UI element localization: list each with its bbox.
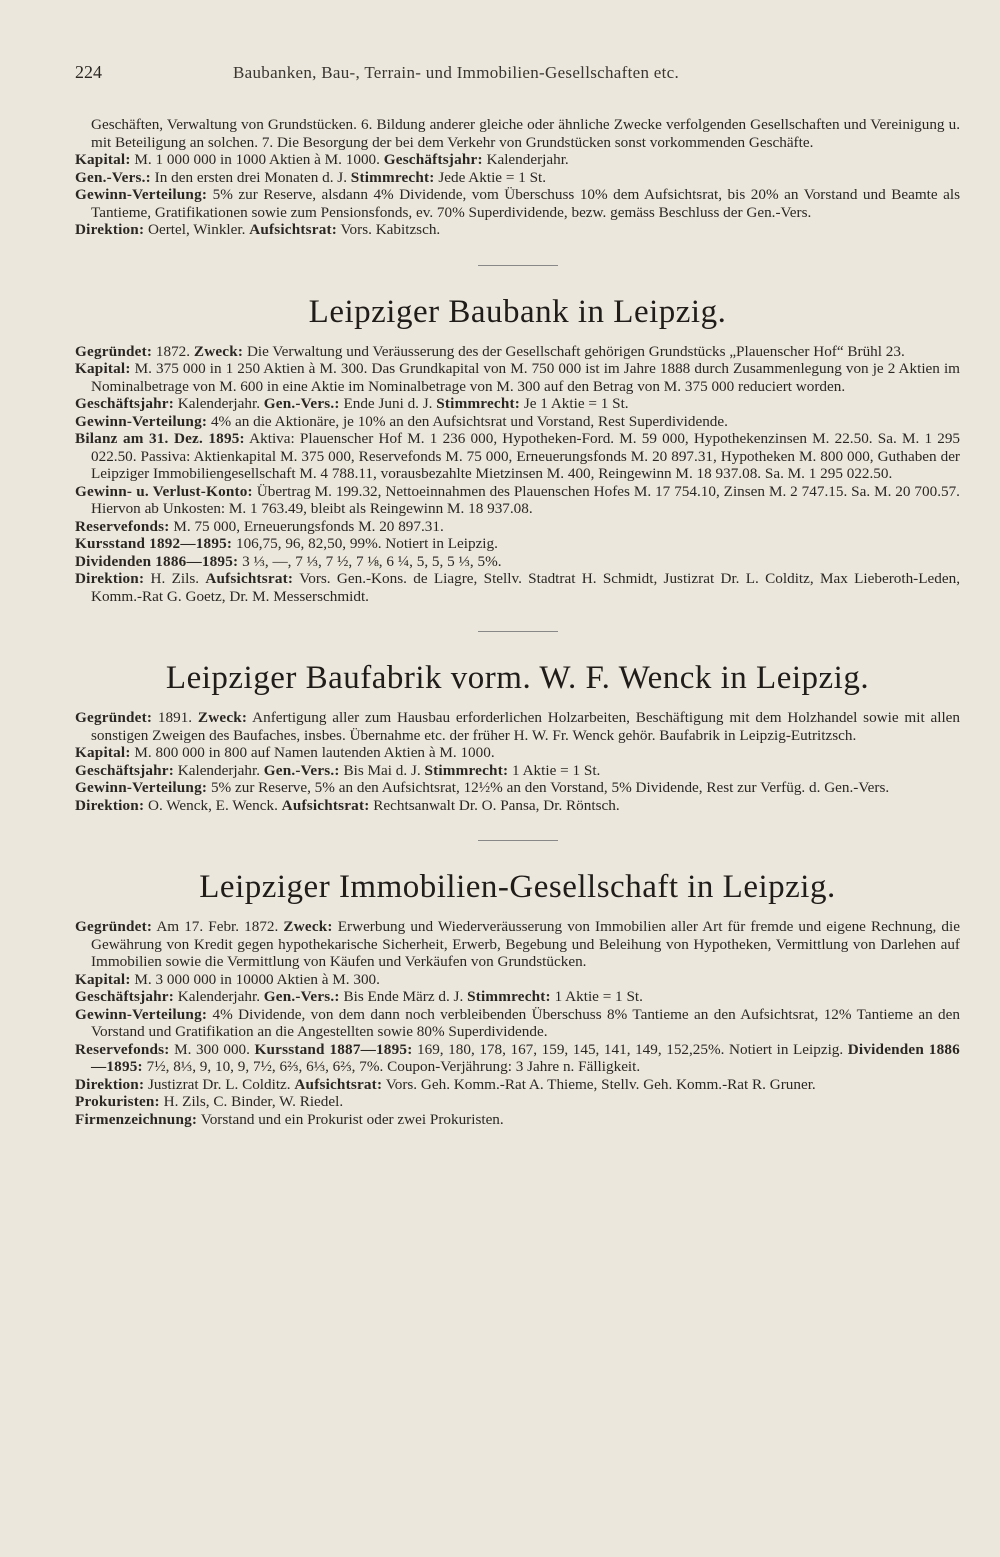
label: Geschäftsjahr: — [75, 395, 174, 412]
genvers-line — [75, 169, 960, 187]
value: 1891. — [152, 709, 198, 726]
gegruendet-line — [75, 709, 960, 744]
label: Geschäftsjahr: — [383, 151, 483, 168]
label: Kursstand 1892—1895: — [75, 535, 233, 552]
dividenden-line — [75, 553, 960, 571]
company-title: Leipziger Baubank in Leipzig. — [308, 293, 727, 330]
label: Dividenden 1886—1895: — [75, 552, 239, 570]
label: Gewinn- u. Verlust-Konto: — [75, 482, 253, 500]
geschaeftsjahr-line — [75, 762, 960, 780]
geschaeftsjahr-line — [75, 395, 960, 413]
reservefonds-line — [75, 1041, 960, 1076]
direktion-line — [75, 221, 960, 239]
gewinn-verteilung — [75, 779, 960, 797]
gewinn-verteilung — [75, 186, 960, 221]
value: 5% zur Reserve, 5% an den Aufsichtsrat, 12½% an den Vorstand, 5% Dividende, Rest zur Verfüg. d. Gen.-Vers. — [207, 779, 890, 796]
value: M. 1 000 000 in 1000 Aktien à M. 1000. — [130, 151, 384, 168]
label: Gen.-Vers.: — [263, 988, 340, 1005]
gewinn-verteilung — [75, 1006, 960, 1041]
value: Oertel, Winkler. — [144, 221, 250, 238]
label: Zweck: — [197, 709, 248, 726]
label: Zweck: — [193, 342, 244, 360]
label: Stimmrecht: — [350, 168, 435, 186]
value: Kalenderjahr. — [173, 395, 264, 412]
entry-leipziger-baubank — [75, 294, 960, 606]
value: M. 3 000 000 in 10000 Aktien à M. 300. — [130, 970, 380, 988]
label: Direktion: — [75, 1075, 145, 1093]
value: Ende Juni d. J. — [339, 395, 437, 412]
label: Stimmrecht: — [436, 395, 521, 412]
value: Vorstand und ein Prokurist oder zwei Prokuristen. — [197, 1110, 504, 1128]
label: Direktion: — [75, 221, 145, 238]
value: Vors. Gen.-Kons. de Liagre, Stellv. Stadtrat H. Schmidt, Justizrat Dr. L. Colditz, Max Lieberoth-Leden, Komm.-Rat G. Goetz, Dr. M. Messerschmidt. — [91, 570, 960, 605]
direktion-line — [75, 1076, 960, 1094]
label: Gegründet: — [75, 709, 153, 726]
label: Gegründet: — [75, 342, 153, 360]
company-title: Leipziger Baufabrik vorm. W. F. Wenck in Leipzig. — [165, 660, 870, 696]
label: Aufsichtsrat: — [281, 796, 370, 814]
value: Rechtsanwalt Dr. O. Pansa, Dr. Röntsch. — [369, 796, 620, 814]
label: Zweck: — [283, 918, 333, 935]
value: Kalenderjahr. — [482, 151, 569, 168]
label: Kapital: — [75, 744, 131, 761]
label: Kapital: — [75, 970, 131, 988]
value: Aktiva: Plauenscher Hof M. 1 236 000, Hypotheken-Ford. M. 59 000, Hypothekenzinsen M. 22.50. Sa. M. 1 295 022.50. Passiva: Aktienkapital M. 375 000, Reservefonds M. 75 000, Erneuerungsfonds M. 20 897.31, Hypotheken M. 800 000, Guthaben der Leipziger Immobiliengesellschaft M. 4 788.11, vorausbezahlte Mietzinsen M. 400, Reingewinn M. 18 937.08. Sa. M. 1 295 022.50. — [91, 430, 961, 482]
bilanz-line — [75, 430, 960, 483]
geschaeftsjahr-line — [75, 988, 960, 1006]
kapital-line — [75, 971, 960, 989]
kursstand-line — [75, 535, 960, 553]
label: Gegründet: — [75, 918, 153, 935]
value: Vors. Geh. Komm.-Rat A. Thieme, Stellv. Geh. Komm.-Rat R. Gruner. — [382, 1075, 816, 1093]
gewinn-verteilung — [75, 413, 960, 431]
label: Direktion: — [75, 796, 145, 814]
value: H. Zils. — [144, 570, 206, 587]
value: Je 1 Aktie = 1 St. — [520, 395, 629, 412]
previous-entry-continuation — [75, 116, 960, 239]
value: In den ersten drei Monaten d. J. — [150, 168, 351, 186]
running-head: Baubanken, Bau-, Terrain- und Immobilien-Gesellschaften etc. — [233, 63, 680, 82]
value: M. 300 000. — [169, 1040, 255, 1058]
entry-leipziger-immobilien-gesellschaft — [75, 869, 960, 1128]
value: Kalenderjahr. — [173, 988, 264, 1005]
label: Gewinn-Verteilung: — [75, 1005, 208, 1023]
value: 7½, 8⅓, 9, 10, 9, 7½, 6⅔, 6⅓, 6⅔, 7%. Coupon-Verjährung: 3 Jahre n. Fälligkeit. — [142, 1058, 641, 1075]
value: 4% Dividende, von dem dann noch verbleibenden Überschuss 8% Tantieme an den Aufsichtsrat, 12% Tantieme an den Vorstand und Gratifikation an die Angestellten sowie 80% Superdividende. — [91, 1005, 960, 1040]
value: 3 ⅓, —, 7 ⅓, 7 ½, 7 ⅛, 6 ¼, 5, 5, 5 ⅓, 5%. — [238, 552, 502, 570]
page-header — [75, 62, 960, 92]
section-divider — [478, 631, 558, 632]
label: Prokuristen: — [75, 1093, 160, 1110]
label: Firmenzeichnung: — [75, 1110, 198, 1128]
value: Vors. Kabitzsch. — [337, 221, 441, 238]
label: Stimmrecht: — [467, 988, 551, 1005]
label: Kapital: — [75, 151, 131, 168]
label: Kursstand 1887—1895: — [254, 1040, 413, 1058]
direktion-line — [75, 570, 960, 605]
label: Gewinn-Verteilung: — [75, 186, 208, 203]
label: Aufsichtsrat: — [249, 221, 338, 238]
value: Kalenderjahr. — [173, 761, 264, 779]
label: Gen.-Vers.: — [263, 761, 340, 779]
gegruendet-line — [75, 918, 960, 971]
value: Justizrat Dr. L. Colditz. — [144, 1075, 295, 1093]
company-title: Leipziger Immobilien-Gesellschaft in Leipzig. — [199, 869, 836, 905]
label: Stimmrecht: — [424, 761, 509, 779]
kapital-line — [75, 151, 960, 169]
section-divider — [478, 265, 558, 266]
label: Kapital: — [75, 360, 131, 377]
label: Geschäftsjahr: — [75, 988, 174, 1005]
value: 1 Aktie = 1 St. — [550, 988, 643, 1005]
value: 1 Aktie = 1 St. — [508, 761, 601, 779]
value: Am 17. Febr. 1872. — [152, 918, 284, 935]
label: Gewinn-Verteilung: — [75, 779, 208, 796]
kapital-line — [75, 360, 960, 395]
value: M. 375 000 in 1 250 Aktien à M. 300. Das Grundkapital von M. 750 000 ist im Jahre 1888 durch Zusammenlegung von je 2 Aktien im Nominalbetrage von M. 600 in eine Aktie im Nominalbetrage von M. 300 auf den Betrag von M. 375 000 reduciert worden. — [91, 360, 960, 395]
value: 4% an die Aktionäre, je 10% an den Aufsichtsrat und Vorstand, Rest Superdividende. — [207, 412, 728, 430]
purpose-continuation: Geschäften, Verwaltung von Grundstücken. 6. Bildung anderer gleiche oder ähnliche Zwecke verfolgenden Gesellschaften und Vereinigung u. mit Beteiligung an solchen. 7. Die Besorgung der bei dem Verkehr von Grundstücken sonst vorkommenden Geschäfte. — [91, 116, 960, 151]
page-number: 224 — [75, 62, 102, 82]
label: Gen.-Vers.: — [75, 168, 151, 186]
value: 5% zur Reserve, alsdann 4% Dividende, vom Überschuss 10% dem Aufsichtsrat, bis 20% an Vorstand und Beamte als Tantieme, Gratifikationen sowie zum Pensionsfonds, ev. 70% Superdividende, bezw. gemäss Beschluss der Gen.-Vers. — [91, 186, 960, 221]
label: Direktion: — [75, 570, 145, 587]
value: Erwerbung und Wiederveräusserung von Immobilien aller Art für fremde und eigene Rechnung, die Gewährung von Kredit gegen hypothekarische Sicherheit, Erwerb, Begebung und Beleihung von Hypotheken, Vermittlung von Darlehen auf Immobilien sowie die Vermittlung von Käufen und Verkäufen von Grundstücken. — [91, 918, 960, 970]
label: Aufsichtsrat: — [205, 570, 294, 587]
value: 1872. — [152, 342, 194, 360]
label: Gewinn-Verteilung: — [75, 412, 208, 430]
section-divider — [478, 840, 558, 841]
value: 169, 180, 178, 167, 159, 145, 141, 149, 152,25%. Notiert in Leipzig. — [412, 1040, 848, 1058]
label: Aufsichtsrat: — [294, 1075, 383, 1093]
kapital-line — [75, 744, 960, 762]
entry-leipziger-baufabrik — [75, 660, 960, 814]
gegruendet-line — [75, 343, 960, 361]
label: Reservefonds: — [75, 1040, 170, 1058]
label: Reservefonds: — [75, 517, 170, 535]
value: M. 800 000 in 800 auf Namen lautenden Aktien à M. 1000. — [130, 744, 495, 761]
direktion-line — [75, 797, 960, 815]
value: O. Wenck, E. Wenck. — [144, 796, 282, 814]
value: H. Zils, C. Binder, W. Riedel. — [159, 1093, 344, 1110]
reservefonds-line — [75, 518, 960, 536]
label: Geschäftsjahr: — [75, 761, 174, 779]
value: Anfertigung aller zum Hausbau erforderlichen Holzarbeiten, Beschäftigung mit dem Holzhandel sowie mit allen sonstigen Zweigen des Baufaches, insbes. Übernahme etc. der früher H. W. Fr. Wenck gehör. Baufabrik in Leipzig-Eutritzsch. — [91, 709, 961, 744]
prokuristen-line — [75, 1093, 960, 1111]
value: 106,75, 96, 82,50, 99%. Notiert in Leipzig. — [232, 535, 498, 552]
value: Übertrag M. 199.32, Nettoeinnahmen des Plauenschen Hofes M. 17 754.10, Zinsen M. 2 747.15. Sa. M. 20 700.57. Hiervon ab Unkosten: M. 1 763.49, bleibt als Reingewinn M. 18 937.08. — [91, 482, 960, 517]
value: Die Verwaltung und Veräusserung des der Gesellschaft gehörigen Grundstücks „Plauenscher Hof“ Brühl 23. — [243, 342, 905, 360]
value: Jede Aktie = 1 St. — [434, 168, 547, 186]
value: Bis Mai d. J. — [339, 761, 425, 779]
value: M. 75 000, Erneuerungsfonds M. 20 897.31. — [169, 517, 444, 535]
gewinn-verlust-konto — [75, 483, 960, 518]
value: Bis Ende März d. J. — [339, 988, 468, 1005]
label: Bilanz am 31. Dez. 1895: — [75, 430, 245, 447]
label: Gen.-Vers.: — [263, 395, 340, 412]
label: Dividenden 1886—1895: — [91, 1040, 960, 1075]
firmenzeichnung-line — [75, 1111, 960, 1129]
